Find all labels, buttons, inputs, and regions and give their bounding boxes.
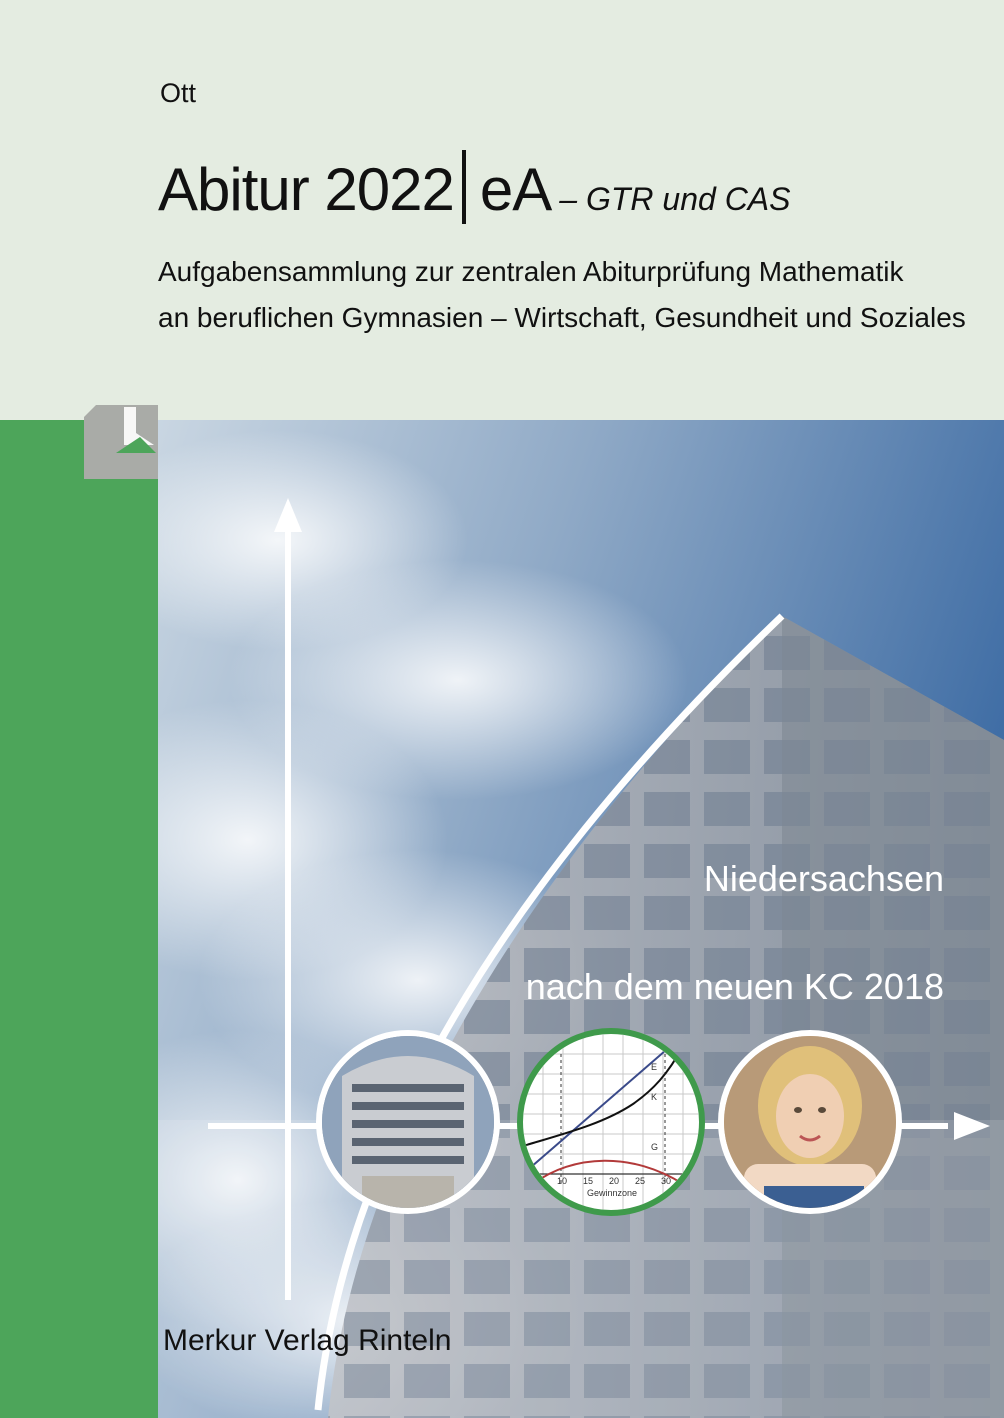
cover-photo: [158, 420, 1004, 1418]
building-photo: [322, 1036, 494, 1208]
region-label: Niedersachsen: [703, 858, 944, 899]
author-name: Ott: [160, 78, 197, 108]
title-main: Abitur 2022: [158, 156, 454, 223]
title-subtitle: – GTR und CAS: [559, 181, 791, 217]
x-axis-label: Gewinnzone: [587, 1188, 638, 1198]
x-tick-2: 15: [583, 1176, 594, 1186]
curve-label-g: G: [651, 1142, 659, 1152]
x-tick-5: 30: [661, 1176, 672, 1186]
student-photo: [724, 1036, 896, 1208]
cover-header: [0, 0, 1004, 420]
description-line-2: an beruflichen Gymnasien – Wirtschaft, Gesundheit und Soziales: [158, 302, 966, 333]
description-line-1: Aufgabensammlung zur zentralen Abiturprüfung Mathematik: [158, 256, 904, 287]
chart-circle: [517, 1028, 705, 1216]
title-level: eA: [479, 156, 552, 223]
student-photo-circle: [718, 1030, 902, 1214]
corner-tab-icon: [84, 405, 158, 479]
green-side-stripe: [0, 420, 158, 1418]
x-tick-1: 10: [557, 1176, 568, 1186]
curve-label-e: E: [651, 1062, 658, 1072]
curriculum-label: nach dem neuen KC 2018: [525, 966, 944, 1007]
profit-chart: [523, 1034, 699, 1210]
book-title: [158, 150, 790, 224]
sky-building-illustration: [158, 420, 1004, 1418]
curve-label-k: K: [651, 1092, 658, 1102]
x-tick-4: 25: [635, 1176, 646, 1186]
x-tick-3: 20: [609, 1176, 620, 1186]
title-separator: [462, 150, 466, 224]
publisher-name: Merkur Verlag Rinteln: [163, 1324, 452, 1357]
building-photo-circle: [316, 1030, 500, 1214]
